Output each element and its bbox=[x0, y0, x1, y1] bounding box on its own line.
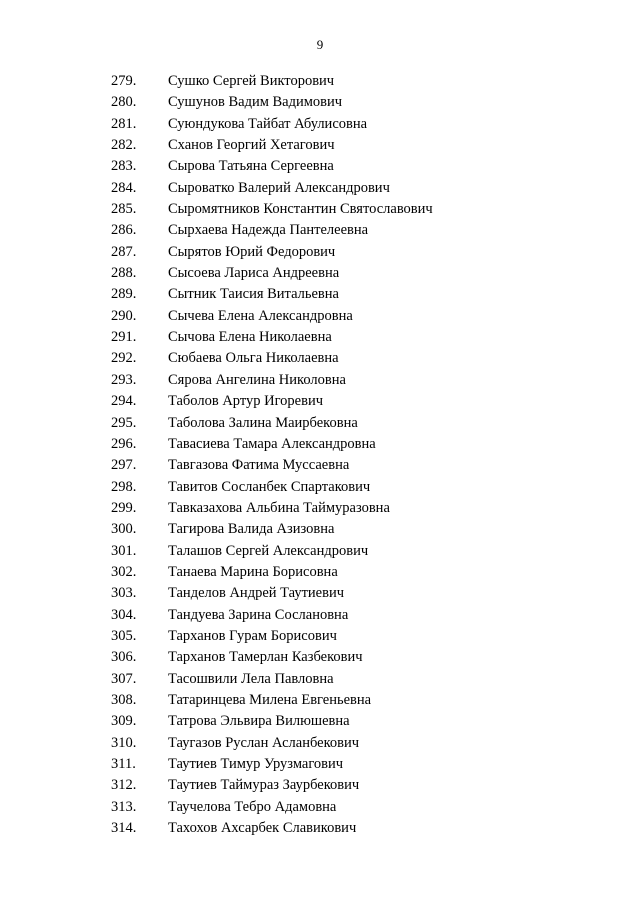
list-item-number: 313. bbox=[111, 798, 137, 815]
list-item-number: 311. bbox=[111, 756, 136, 772]
list-item-number: 294. bbox=[111, 393, 137, 410]
list-item-number: 296. bbox=[111, 435, 137, 452]
list-item-number: 309. bbox=[111, 713, 137, 730]
list-item-number: 314. bbox=[111, 820, 137, 837]
list-item-name: Тарханов Тамерлан Казбекович bbox=[168, 649, 363, 666]
list-item-name: Сытник Таисия Витальевна bbox=[168, 286, 339, 303]
list-item-name: Талашов Сергей Александрович bbox=[168, 542, 369, 559]
list-item-number: 306. bbox=[111, 649, 137, 666]
list-item-name: Сушко Сергей Викторович bbox=[168, 73, 335, 89]
list-item-name: Таугазов Руслан Асланбекович bbox=[168, 734, 360, 751]
list-item-number: 289. bbox=[111, 286, 137, 303]
list-item-number: 300. bbox=[111, 521, 137, 538]
list-item-name: Сычева Елена Александровна bbox=[168, 307, 353, 324]
list-item-name: Сыроватко Валерий Александрович bbox=[168, 179, 390, 196]
list-item-name: Сычова Елена Николаевна bbox=[168, 329, 332, 346]
list-item-name: Татрова Эльвира Вилюшевна bbox=[168, 713, 350, 730]
page-number: 9 bbox=[316, 37, 324, 52]
list-item-name: Сысоева Лариса Андреевна bbox=[168, 265, 340, 282]
list-item-name: Тагирова Валида Азизовна bbox=[168, 521, 335, 538]
list-item-name: Суюндукова Тайбат Абулисовна bbox=[168, 115, 368, 132]
list-item-name: Танаева Марина Борисовна bbox=[168, 563, 338, 580]
list-item-number: 310. bbox=[111, 734, 137, 751]
list-item-name: Сыромятников Константин Святославович bbox=[168, 201, 433, 218]
list-item-name: Тарханов Гурам Борисович bbox=[168, 627, 337, 644]
list-item-number: 285. bbox=[111, 201, 137, 218]
list-item-name: Сушунов Вадим Вадимович bbox=[168, 94, 343, 111]
list-item-number: 280. bbox=[111, 94, 137, 111]
list-item-name: Тавитов Сосланбек Спартакович bbox=[168, 478, 371, 495]
list-item-name: Тавгазова Фатима Муссаевна bbox=[168, 457, 350, 474]
list-item-name: Тавказахова Альбина Таймуразовна bbox=[168, 499, 390, 516]
list-item-name: Сырхаева Надежда Пантелеевна bbox=[168, 222, 369, 239]
list-item-number: 298. bbox=[111, 478, 137, 495]
list-item-name: Тавасиева Тамара Александровна bbox=[168, 435, 376, 452]
list-item-number: 288. bbox=[111, 265, 137, 282]
list-item-number: 283. bbox=[111, 158, 137, 175]
list-item-number: 312. bbox=[111, 777, 137, 794]
list-item-number: 295. bbox=[111, 414, 137, 431]
list-item-number: 291. bbox=[111, 329, 137, 346]
list-item-number: 286. bbox=[111, 222, 137, 239]
list-item-number: 304. bbox=[111, 606, 137, 623]
list-item-name: Сырова Татьяна Сергеевна bbox=[168, 158, 334, 175]
list-item-number: 282. bbox=[111, 137, 137, 154]
list-item-name: Таболова Залина Маирбековна bbox=[168, 414, 358, 431]
list-item-name: Тахохов Ахсарбек Славикович bbox=[168, 820, 357, 837]
list-item-name: Сырятов Юрий Федорович bbox=[168, 243, 336, 260]
list-item-number: 290. bbox=[111, 307, 137, 324]
list-item-number: 308. bbox=[111, 691, 137, 708]
list-item-name: Тандуева Зарина Сослановна bbox=[168, 606, 349, 623]
list-item-name: Таутиев Тимур Урузмагович bbox=[168, 756, 344, 772]
list-item-number: 299. bbox=[111, 499, 137, 516]
list-item-name: Таболов Артур Игоревич bbox=[168, 393, 324, 410]
list-item-number: 301. bbox=[111, 542, 137, 559]
list-item-number: 292. bbox=[111, 350, 137, 367]
list-item-name: Таутиев Таймураз Заурбекович bbox=[168, 777, 360, 794]
list-item-number: 302. bbox=[111, 563, 137, 580]
list-item-number: 303. bbox=[111, 585, 137, 602]
list-item-name: Сярова Ангелина Николовна bbox=[168, 371, 346, 388]
list-item-name: Танделов Андрей Таутиевич bbox=[168, 585, 345, 602]
list-item-number: 297. bbox=[111, 457, 137, 474]
list-item-number: 305. bbox=[111, 627, 137, 644]
list-item-name: Таучелова Тебро Адамовна bbox=[168, 798, 337, 815]
list-item-number: 279. bbox=[111, 73, 137, 89]
list-item-name: Тасошвили Лела Павловна bbox=[168, 670, 334, 687]
list-item-number: 284. bbox=[111, 179, 137, 196]
list-item-name: Татаринцева Милена Евгеньевна bbox=[168, 691, 372, 708]
list-item-name: Сюбаева Ольга Николаевна bbox=[168, 350, 339, 367]
list-item-name: Сханов Георгий Хетагович bbox=[168, 137, 335, 154]
list-item-number: 281. bbox=[111, 115, 137, 132]
list-item-number: 307. bbox=[111, 670, 137, 687]
list-item-number: 293. bbox=[111, 371, 137, 388]
list-item-number: 287. bbox=[111, 243, 137, 260]
